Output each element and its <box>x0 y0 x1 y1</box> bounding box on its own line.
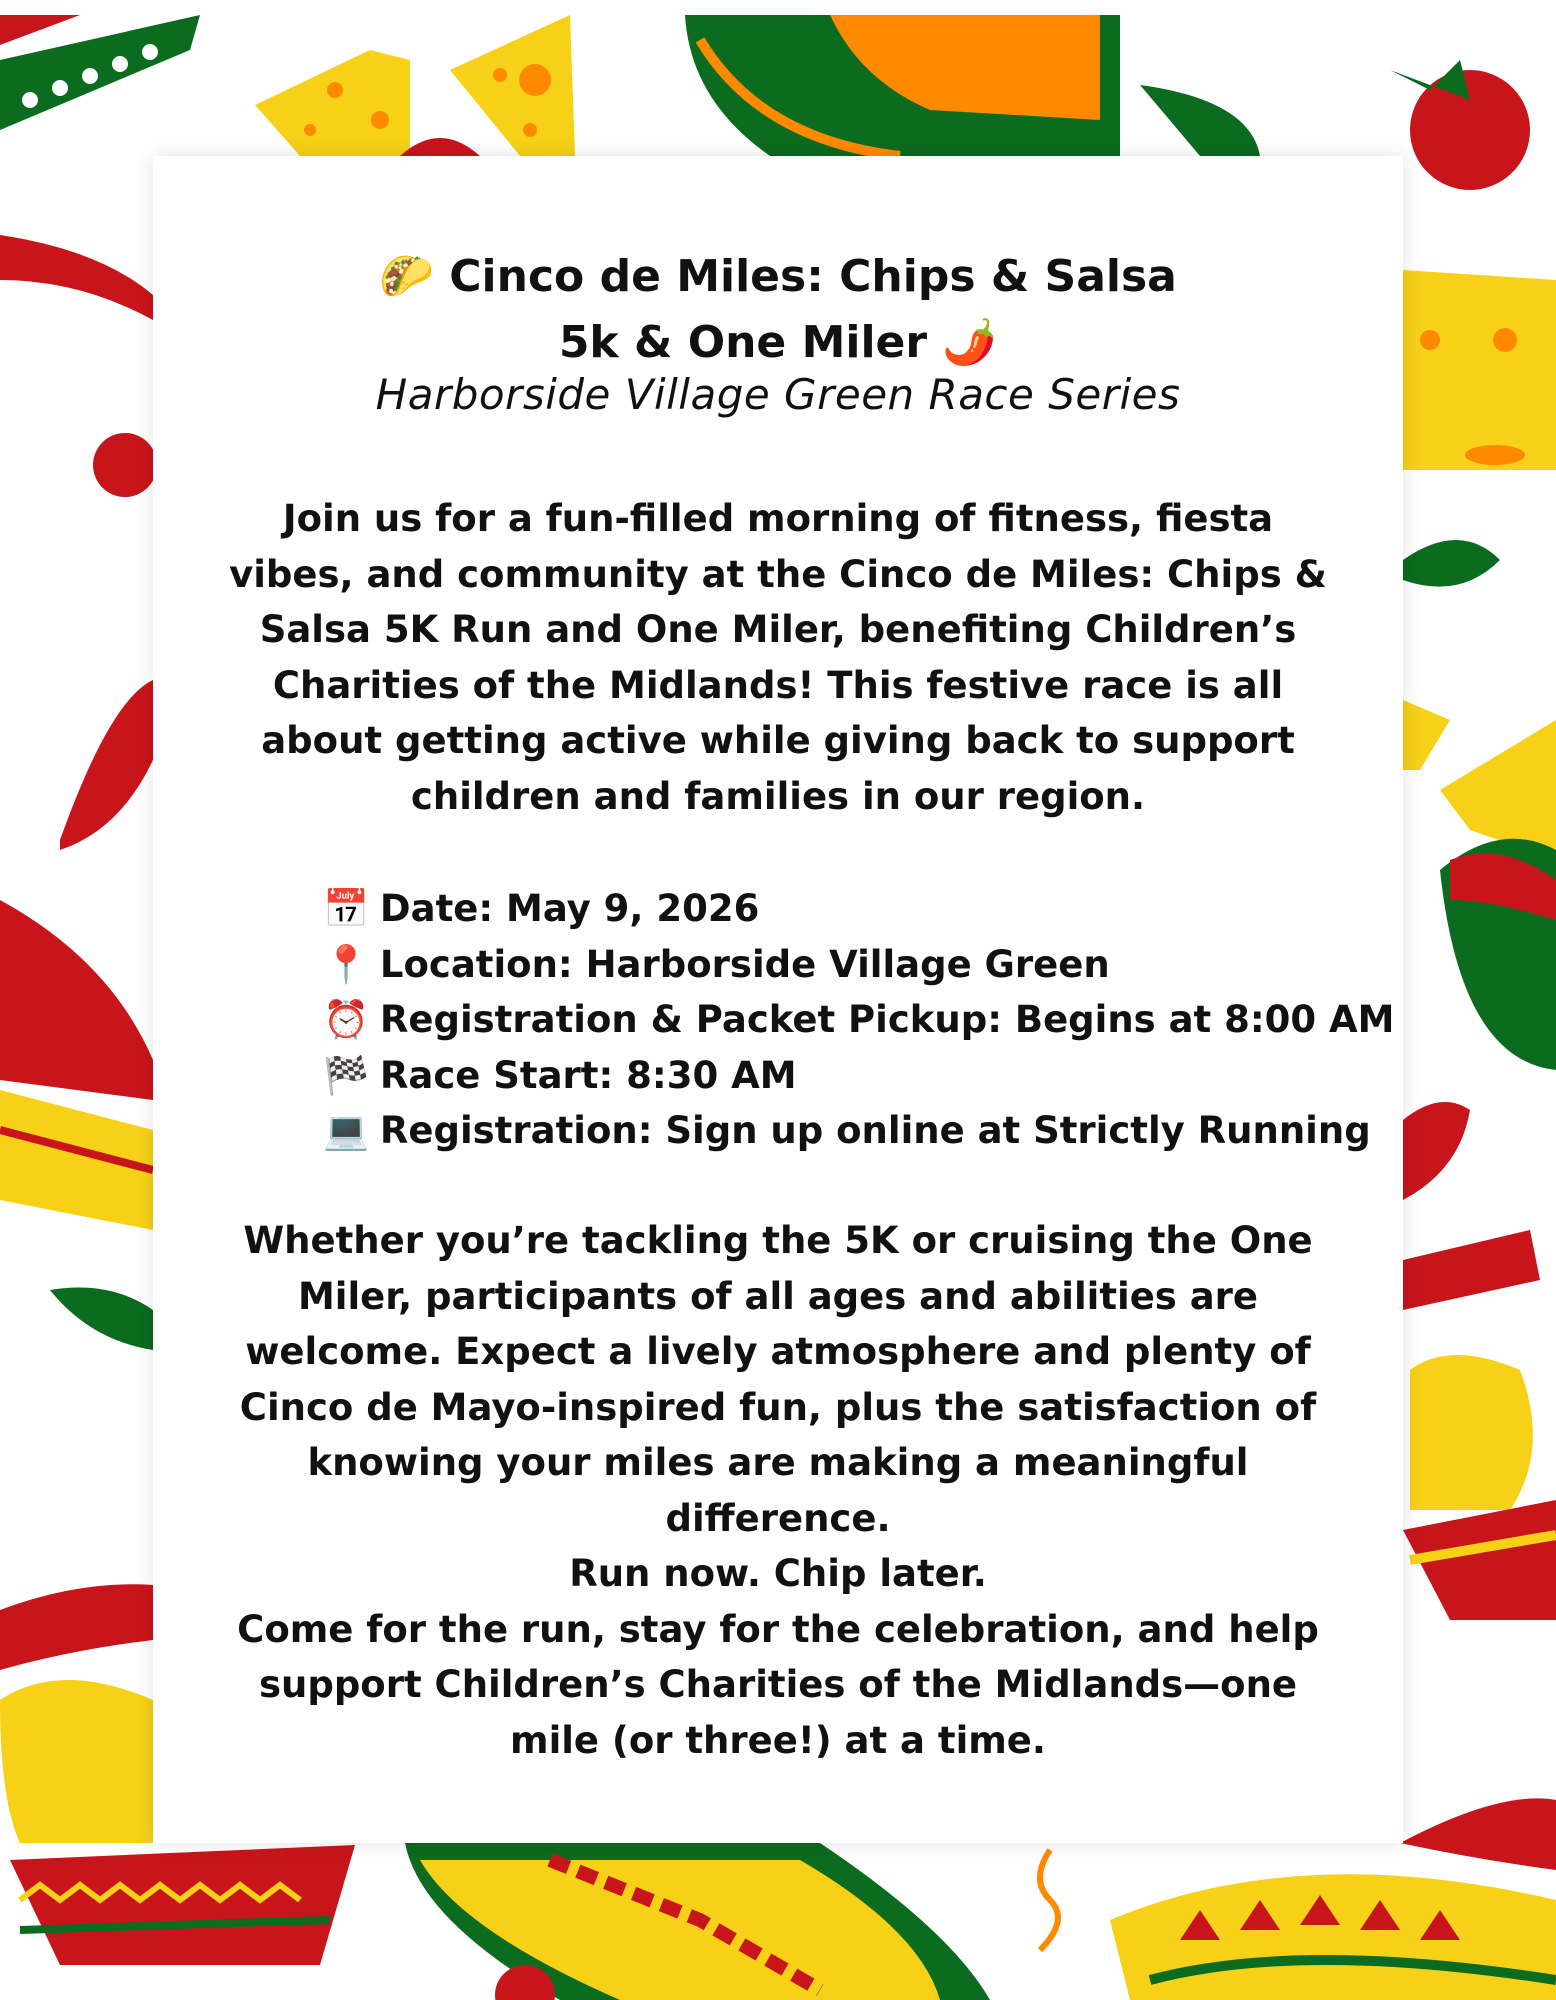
detail-race-start <box>323 1048 1394 1104</box>
tagline: Run now. Chip later. <box>569 1552 987 1595</box>
detail-text: Registration & Packet Pickup: Begins at 8:00 AM <box>379 998 1395 1042</box>
detail-text: Date: May 9, 2026 <box>379 887 760 930</box>
computer-icon: 💻 <box>323 1109 370 1153</box>
pin-icon: 📍 <box>323 942 370 986</box>
event-details-list <box>323 881 1394 1159</box>
title-line-1: 🌮 Cinco de Miles: Chips & Salsa <box>379 251 1177 302</box>
event-title <box>153 244 1403 376</box>
detail-date <box>323 881 1394 937</box>
chip-decoration <box>255 50 410 156</box>
flyer-content-panel <box>153 156 1403 1843</box>
calendar-icon: 📅 <box>323 887 370 930</box>
alarm-clock-icon: ⏰ <box>323 998 370 1042</box>
detail-online-registration <box>323 1103 1394 1159</box>
closing-paragraph: Come for the run, stay for the celebration, and help support Children’s Charities of the Midlands—one mile (or three!) at a time. <box>237 1607 1319 1762</box>
detail-location <box>323 937 1394 993</box>
pepper-strip-decoration <box>0 15 200 130</box>
closing-section <box>153 1546 1403 1768</box>
title-line-2: 5k & One Miler 🌶️ <box>558 317 998 368</box>
intro-paragraph: Join us for a fun-filled morning of fitness, fiesta vibes, and community at the Cinco de Miles: Chips & Salsa 5K Run and One Miler, benefiting Children’s Charities of the Midlands! This festive race is all about getting active while giving back to support children and families in our region. <box>229 497 1327 818</box>
sombrero-decoration <box>685 15 1260 156</box>
event-subtitle: Harborside Village Green Race Series <box>375 370 1181 419</box>
detail-text: Location: Harborside Village Green <box>379 942 1110 986</box>
chip-decoration <box>450 15 575 156</box>
detail-text: Registration: Sign up online at Strictly Running <box>379 1109 1371 1153</box>
detail-registration-time <box>323 992 1394 1048</box>
detail-text: Race Start: 8:30 AM <box>379 1053 797 1097</box>
body-paragraph: Whether you’re tackling the 5K or cruising the One Miler, participants of all ages and abilities are welcome. Expect a lively atmosphere and plenty of Cinco de Mayo-inspired fun, plus the satisfaction of knowing your miles are making a meaningful difference. <box>239 1219 1317 1540</box>
tomato-decoration <box>1390 60 1530 190</box>
checkered-flag-icon: 🏁 <box>323 1053 370 1097</box>
